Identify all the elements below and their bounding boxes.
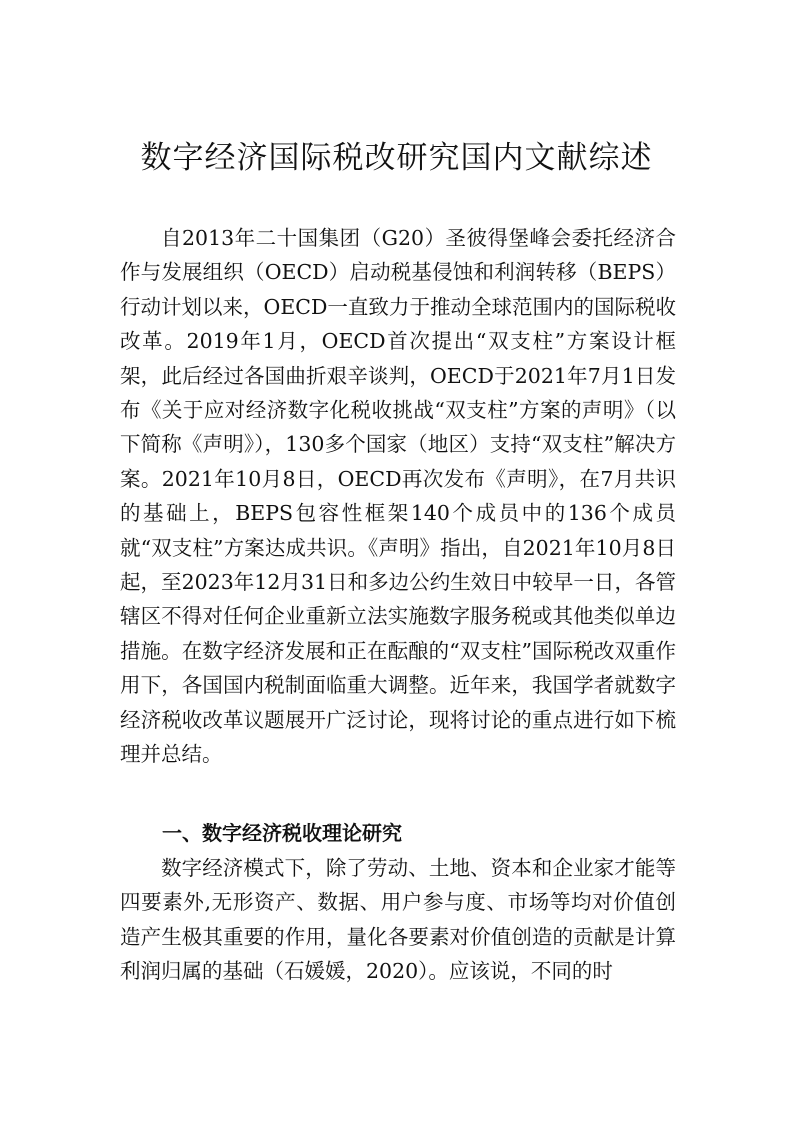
document-title: 数字经济国际税改研究国内文献综述 [140, 140, 653, 176]
section-heading: 一、数字经济税收理论研究 [162, 821, 402, 845]
intro-paragraph: 自2013年二十国集团（G20）圣彼得堡峰会委托经济合作与发展组织（OECD）启动税基侵蚀和利润转移（BEPS）行动计划以来，OECD一直致力于推动全球范围内的国际税收改革。2019年1月，OECD首次提出“双支柱”方案设计框架，此后经过各国曲折艰辛谈判，OECD于2021年7月1日发布《关于应对经济数字化税收挑战“双支柱”方案的声明》（以下简称《声明》），130多个国家（地区）支持“双支柱”解决方案。2021年10月8日，OECD再次发布《声明》，在7月共识的基础上，BEPS包容性框架140个成员中的136个成员就“双支柱”方案达成共识。《声明》指出，自2021年10月8日起，至2023年12月31日和多边公约生效日中较早一日，各管辖区不得对任何企业重新立法实施数字服务税或其他类似单边措施。在数字经济发展和正在酝酿的“双支柱”国际税改双重作用下，各国国内税制面临重大调整。近年来，我国学者就数字经济税收改革议题展开广泛讨论，现将讨论的重点进行如下梳理并总结。 [120, 226, 676, 767]
section-1-paragraph: 数字经济模式下，除了劳动、土地、资本和企业家才能等四要素外,无形资产、数据、用户参与度、市场等均对价值创造产生极其重要的作用，量化各要素对价值创造的贡献是计算利润归属的基础（石媛媛，2020）。应该说，不同的时 [120, 856, 676, 984]
